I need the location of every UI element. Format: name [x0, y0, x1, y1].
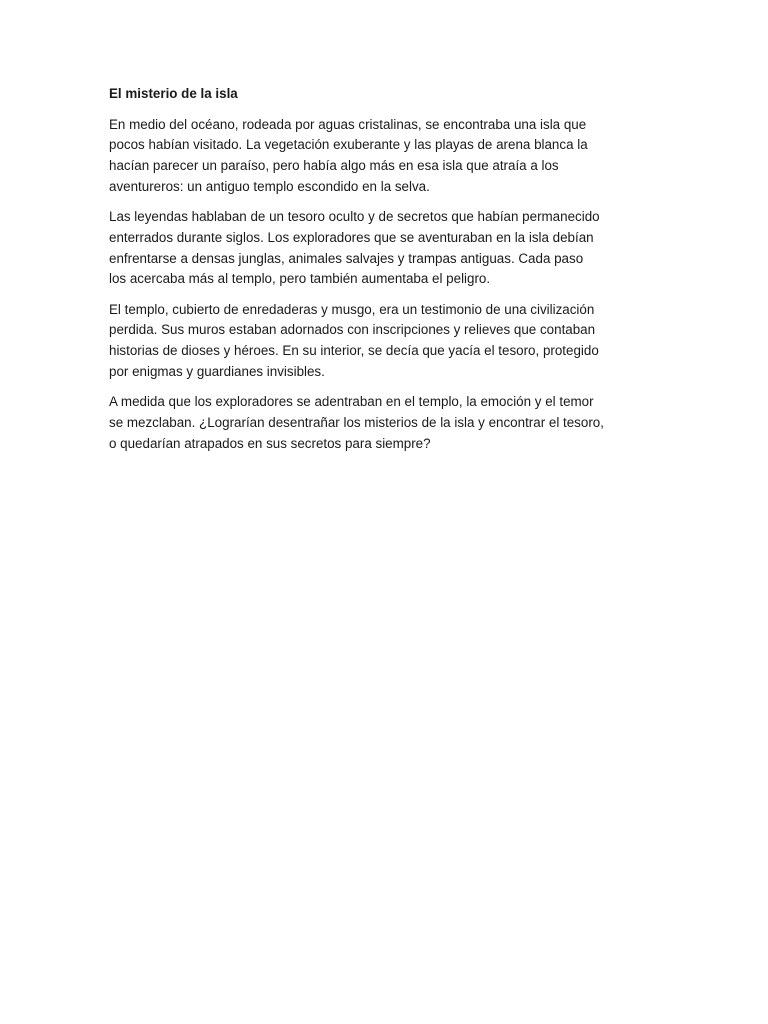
paragraph-line: aventureros: un antiguo templo escondido en la selva. — [109, 178, 430, 194]
document-title: El misterio de la isla — [109, 86, 238, 101]
paragraph-1 — [109, 115, 669, 198]
paragraph-line: perdida. Sus muros estaban adornados con inscripciones y relieves que contaban — [109, 322, 596, 338]
paragraph-line: A medida que los exploradores se adentraban en el templo, la emoción y el temor — [109, 394, 594, 410]
paragraph-line: Las leyendas hablaban de un tesoro oculto y de secretos que habían permanecido — [109, 209, 600, 225]
document-page — [109, 84, 669, 464]
paragraph-line: enfrentarse a densas junglas, animales salvajes y trampas antiguas. Cada paso — [109, 250, 584, 266]
paragraph-3 — [109, 300, 669, 383]
paragraph-2 — [109, 207, 669, 290]
paragraph-line: En medio del océano, rodeada por aguas cristalinas, se encontraba una isla que — [109, 116, 587, 132]
paragraph-line: o quedarían atrapados en sus secretos para siempre? — [109, 435, 431, 451]
paragraph-line: por enigmas y guardianes invisibles. — [109, 363, 325, 379]
paragraph-line: El templo, cubierto de enredaderas y musgo, era un testimonio de una civilización — [109, 301, 595, 317]
paragraph-line: pocos habían visitado. La vegetación exuberante y las playas de arena blanca la — [109, 137, 588, 153]
paragraph-line: se mezclaban. ¿Lograrían desentrañar los misterios de la isla y encontrar el tesoro, — [109, 414, 604, 430]
paragraph-line: hacían parecer un paraíso, pero había algo más en esa isla que atraía a los — [109, 158, 559, 174]
paragraph-line: los acercaba más al templo, pero también aumentaba el peligro. — [109, 271, 491, 287]
paragraph-line: historias de dioses y héroes. En su interior, se decía que yacía el tesoro, protegido — [109, 343, 599, 359]
paragraph-line: enterrados durante siglos. Los exploradores que se aventuraban en la isla debían — [109, 229, 594, 245]
paragraph-4 — [109, 392, 669, 454]
